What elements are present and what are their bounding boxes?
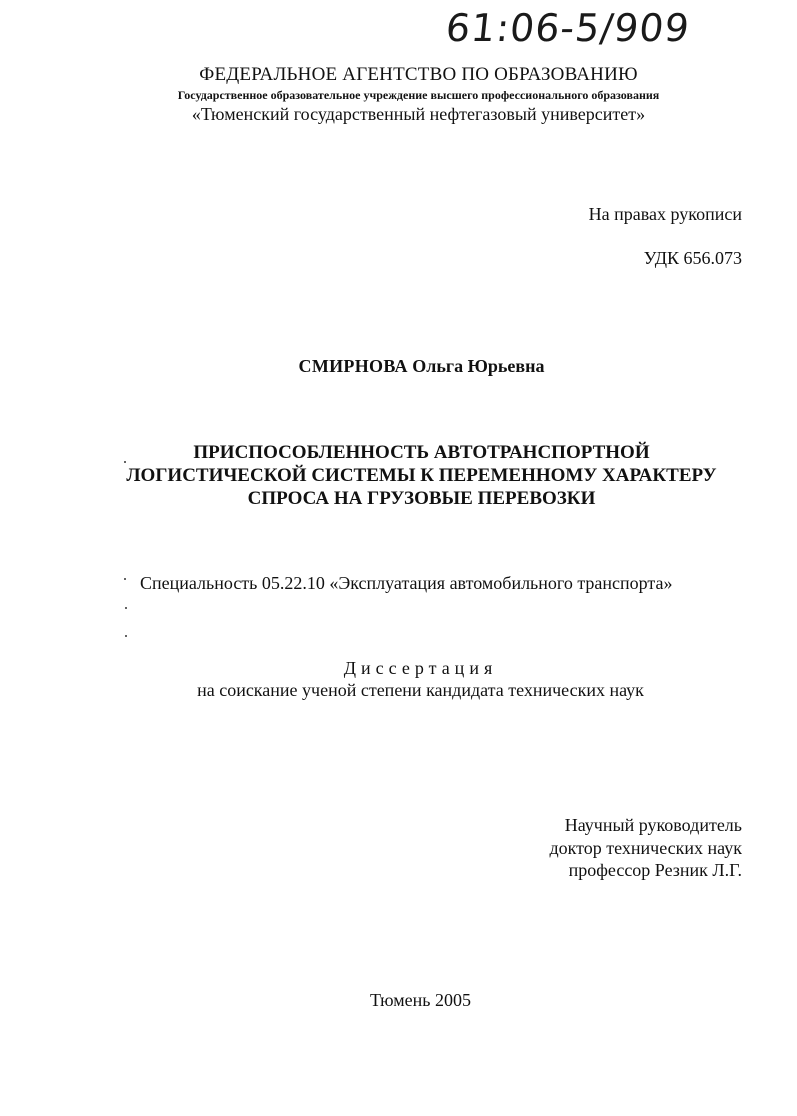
thesis-title-line: ПРИСПОСОБЛЕННОСТЬ АВТОТРАНСПОРТНОЙ — [193, 442, 650, 463]
udc-code: УДК 656.073 — [643, 248, 742, 268]
advisor-degree: доктор технических наук — [549, 838, 742, 858]
scan-speck — [124, 578, 126, 580]
advisor-name: профессор Резник Л.Г. — [568, 860, 742, 880]
author-name — [23, 356, 797, 377]
university-name: «Тюменский государственный нефтегазовый университет» — [191, 104, 646, 124]
scan-speck — [125, 635, 127, 637]
advisor-role: Научный руководитель — [564, 815, 742, 835]
agency-name: ФЕДЕРАЛЬНОЕ АГЕНТСТВО ПО ОБРАЗОВАНИЮ — [199, 64, 638, 85]
specialty-line: Специальность 05.22.10 «Эксплуатация автомобильного транспорта» — [140, 573, 673, 593]
manuscript-rights-note: На правах рукописи — [588, 204, 742, 224]
city-year: Тюмень 2005 — [369, 990, 472, 1010]
thesis-title-line: СПРОСА НА ГРУЗОВЫЕ ПЕРЕВОЗКИ — [247, 488, 596, 509]
scan-speck — [124, 461, 126, 463]
scan-speck — [125, 607, 127, 609]
institution-type: Государственное образовательное учреждение высшего профессионального образования — [177, 88, 660, 102]
degree-line: на соискание ученой степени кандидата технических наук — [197, 680, 644, 700]
thesis-title-line: ЛОГИСТИЧЕСКОЙ СИСТЕМЫ К ПЕРЕМЕННОМУ ХАРАКТЕРУ — [126, 465, 717, 486]
handwritten-catalog-code: 61:06-5/909 — [443, 6, 693, 50]
author-given-names: Ольга Юрьевна — [412, 356, 545, 376]
thesis-label: Диссертация — [343, 658, 498, 678]
author-surname: СМИРНОВА — [298, 356, 408, 376]
